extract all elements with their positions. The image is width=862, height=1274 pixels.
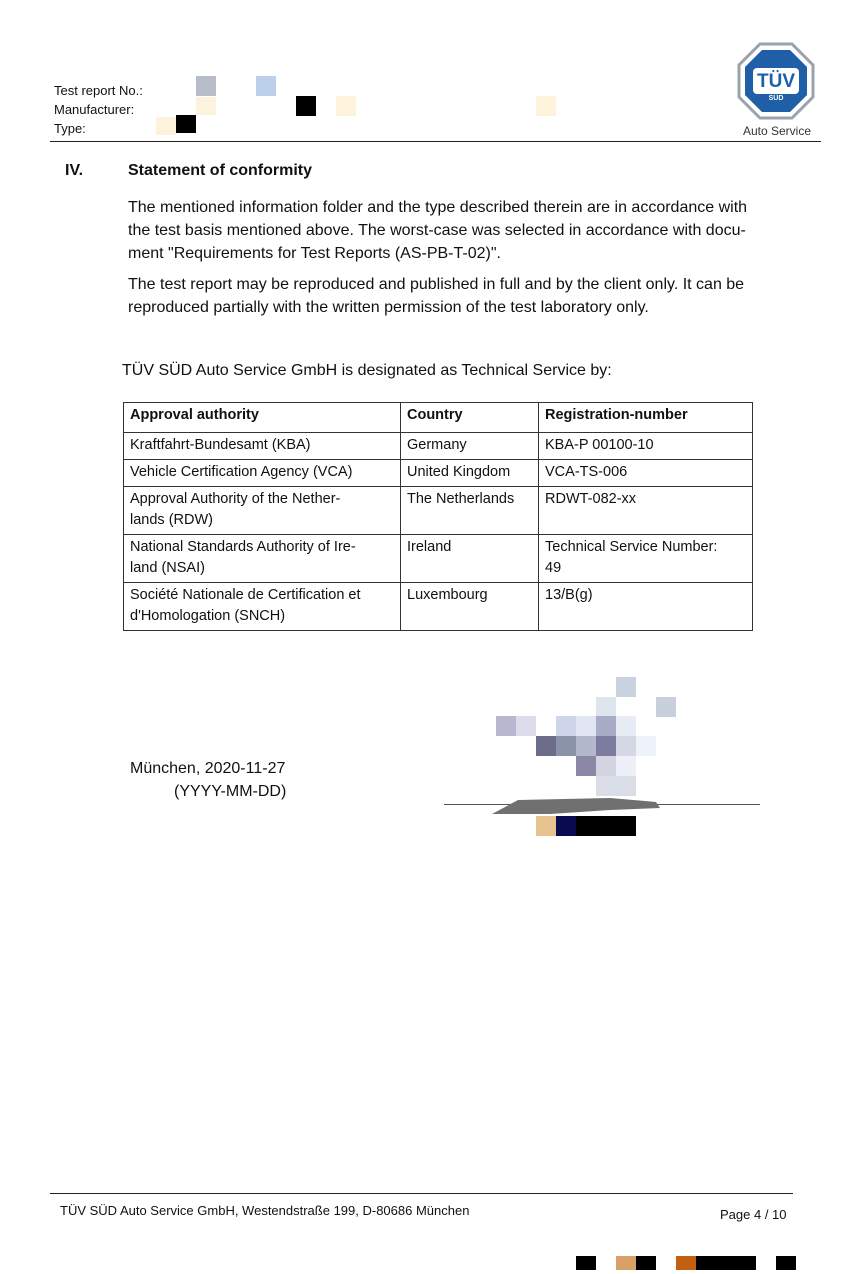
cell-text: Approval Authority of the Nether- (130, 491, 341, 507)
type-label: Type: (54, 121, 86, 136)
table-header-row (124, 403, 753, 433)
date-format-note: (YYYY-MM-DD) (174, 783, 287, 800)
place-date: München, 2020-11-27 (130, 760, 286, 777)
footer-address: TÜV SÜD Auto Service GmbH, Westendstraße 199, D-80686 München (60, 1203, 470, 1218)
table-row (124, 535, 753, 583)
section-title: Statement of conformity (128, 162, 313, 179)
page-number: Page 4 / 10 (720, 1207, 787, 1222)
cell-text: 13/B(g) (545, 587, 593, 603)
header-divider (50, 141, 821, 142)
cell-text: VCA-TS-006 (545, 464, 628, 480)
cell-text: lands (RDW) (130, 512, 213, 528)
paragraph-line: reproduced partially with the written permission of the test laboratory only. (128, 299, 649, 316)
paragraph-line: ment "Requirements for Test Reports (AS-PB-T-02)". (128, 245, 501, 262)
column-header-authority: Approval authority (124, 403, 401, 433)
redacted-signature (490, 792, 662, 818)
cell-text: 49 (545, 560, 562, 576)
cell-country: United Kingdom (401, 460, 539, 487)
cell-text: d'Homologation (SNCH) (130, 608, 286, 624)
cell-authority (124, 535, 401, 583)
cell-text: Vehicle Certification Agency (VCA) (130, 464, 353, 480)
place-date-block (130, 757, 286, 803)
cell-text: Technical Service Number: (545, 539, 718, 555)
cell-registration (539, 583, 753, 631)
cell-text: Société Nationale de Certification et (130, 587, 361, 603)
cell-country: The Netherlands (401, 487, 539, 535)
cell-text: KBA-P 00100-10 (545, 437, 654, 453)
cell-registration (539, 460, 753, 487)
cell-registration (539, 487, 753, 535)
table-row (124, 583, 753, 631)
approval-authority-table (123, 402, 753, 631)
tuv-sud-logo (737, 42, 815, 120)
table-row (124, 433, 753, 460)
test-report-label: Test report No.: (54, 83, 143, 98)
paragraph-line: The test report may be reproduced and published in full and by the client only. It can be (128, 276, 745, 293)
cell-country: Luxembourg (401, 583, 539, 631)
footer-divider (50, 1193, 793, 1194)
cell-authority (124, 487, 401, 535)
logo-subtext: SÜD (768, 95, 784, 102)
section-number: IV. (65, 162, 84, 179)
column-header-registration: Registration-number (539, 403, 753, 433)
cell-authority (124, 460, 401, 487)
table-row (124, 460, 753, 487)
column-header-country: Country (401, 403, 539, 433)
cell-text: National Standards Authority of Ire- (130, 539, 356, 555)
table-row (124, 487, 753, 535)
cell-text: land (NSAI) (130, 560, 205, 576)
reproduction-paragraph (128, 273, 796, 319)
cell-text: RDWT-082-xx (545, 491, 637, 507)
logo-text: TÜV (757, 71, 795, 92)
cell-text: Kraftfahrt-Bundesamt (KBA) (130, 437, 311, 453)
cell-country: Ireland (401, 535, 539, 583)
cell-authority (124, 433, 401, 460)
conformity-paragraph (128, 196, 796, 265)
cell-country: Germany (401, 433, 539, 460)
cell-registration (539, 433, 753, 460)
logo-caption: Auto Service (742, 124, 812, 138)
paragraph-line: the test basis mentioned above. The worst-case was selected in accordance with docu- (128, 222, 746, 239)
manufacturer-label: Manufacturer: (54, 102, 135, 117)
cell-authority (124, 583, 401, 631)
paragraph-line: The mentioned information folder and the type described therein are in accordance with (128, 199, 748, 216)
cell-registration (539, 535, 753, 583)
designation-statement: TÜV SÜD Auto Service GmbH is designated as Technical Service by: (122, 362, 612, 379)
